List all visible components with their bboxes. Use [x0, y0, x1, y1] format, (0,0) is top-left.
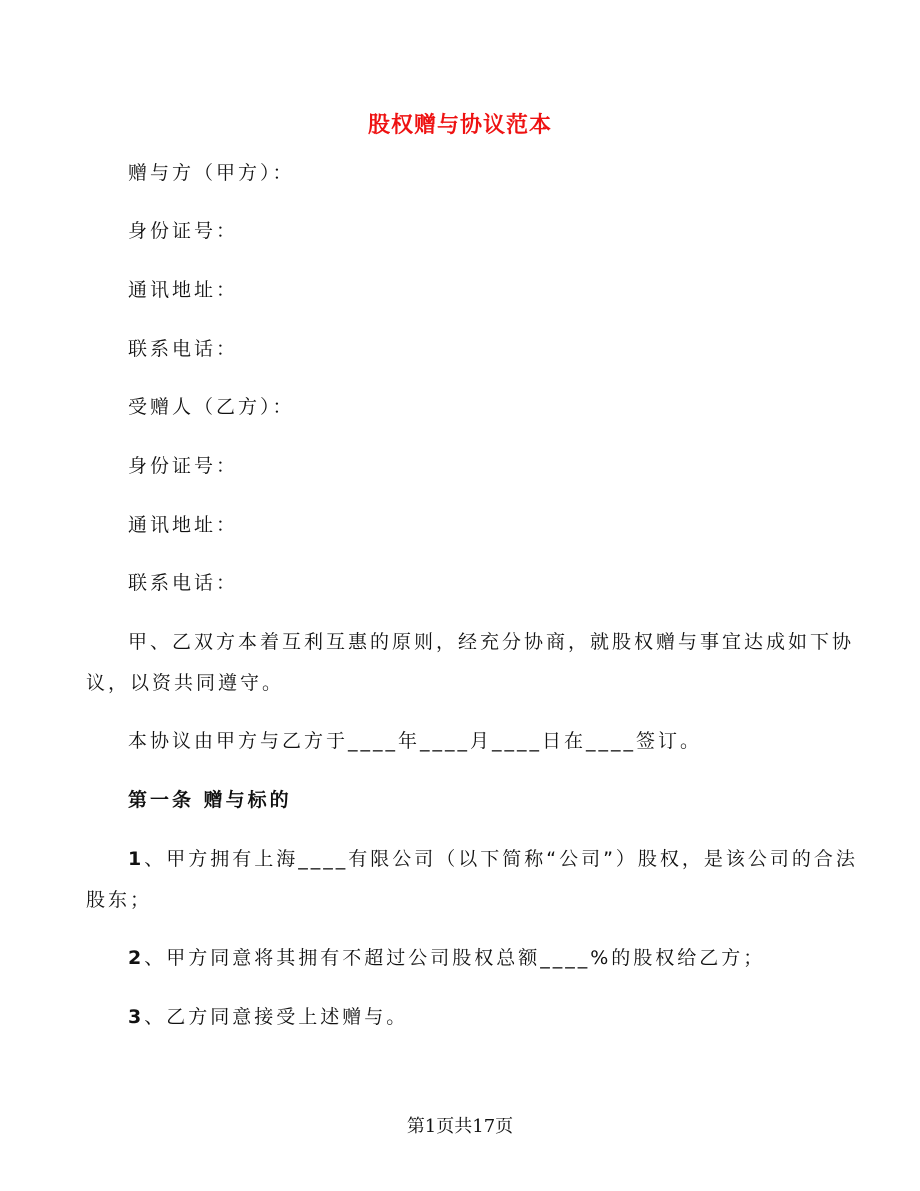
- item-number: 3: [128, 1006, 145, 1028]
- item-text: 、甲方同意将其拥有不超过公司股权总额____%的股权给乙方；: [144, 947, 766, 969]
- article-1-item-1-continued: 股东；: [86, 889, 153, 911]
- document-title: 股权赠与协议范本: [367, 112, 552, 138]
- party-b-id-label: 身份证号：: [128, 455, 239, 477]
- party-a-address-label: 通讯地址：: [128, 279, 239, 301]
- party-b-phone-label: 联系电话：: [128, 572, 239, 594]
- page-indicator: 第1页共17页: [406, 1116, 514, 1137]
- party-a-id-label: 身份证号：: [128, 220, 239, 242]
- item-text: 、甲方拥有上海____有限公司（以下简称“公司”）股权，是该公司的合法: [144, 848, 858, 870]
- item-number: 2: [128, 947, 145, 969]
- party-a-phone-label: 联系电话：: [128, 338, 239, 360]
- article-1-item-1: [128, 844, 858, 871]
- signing-clause: 本协议由甲方与乙方于____年____月____日在____签订。: [128, 730, 703, 752]
- party-a-label: 赠与方（甲方）：: [128, 162, 295, 184]
- item-number: 1: [128, 848, 145, 870]
- preamble-line-2: 议，以资共同遵守。: [86, 672, 285, 694]
- preamble-line-1: 甲、乙双方本着互利互惠的原则，经充分协商，就股权赠与事宜达成如下协: [128, 631, 855, 653]
- article-1-item-3: [128, 1002, 408, 1029]
- article-1-heading: 第一条 赠与标的: [128, 789, 292, 811]
- item-text: 、乙方同意接受上述赠与。: [144, 1006, 409, 1028]
- party-b-label: 受赠人（乙方）：: [128, 396, 295, 418]
- party-b-address-label: 通讯地址：: [128, 514, 239, 536]
- article-1-item-2: [128, 943, 765, 970]
